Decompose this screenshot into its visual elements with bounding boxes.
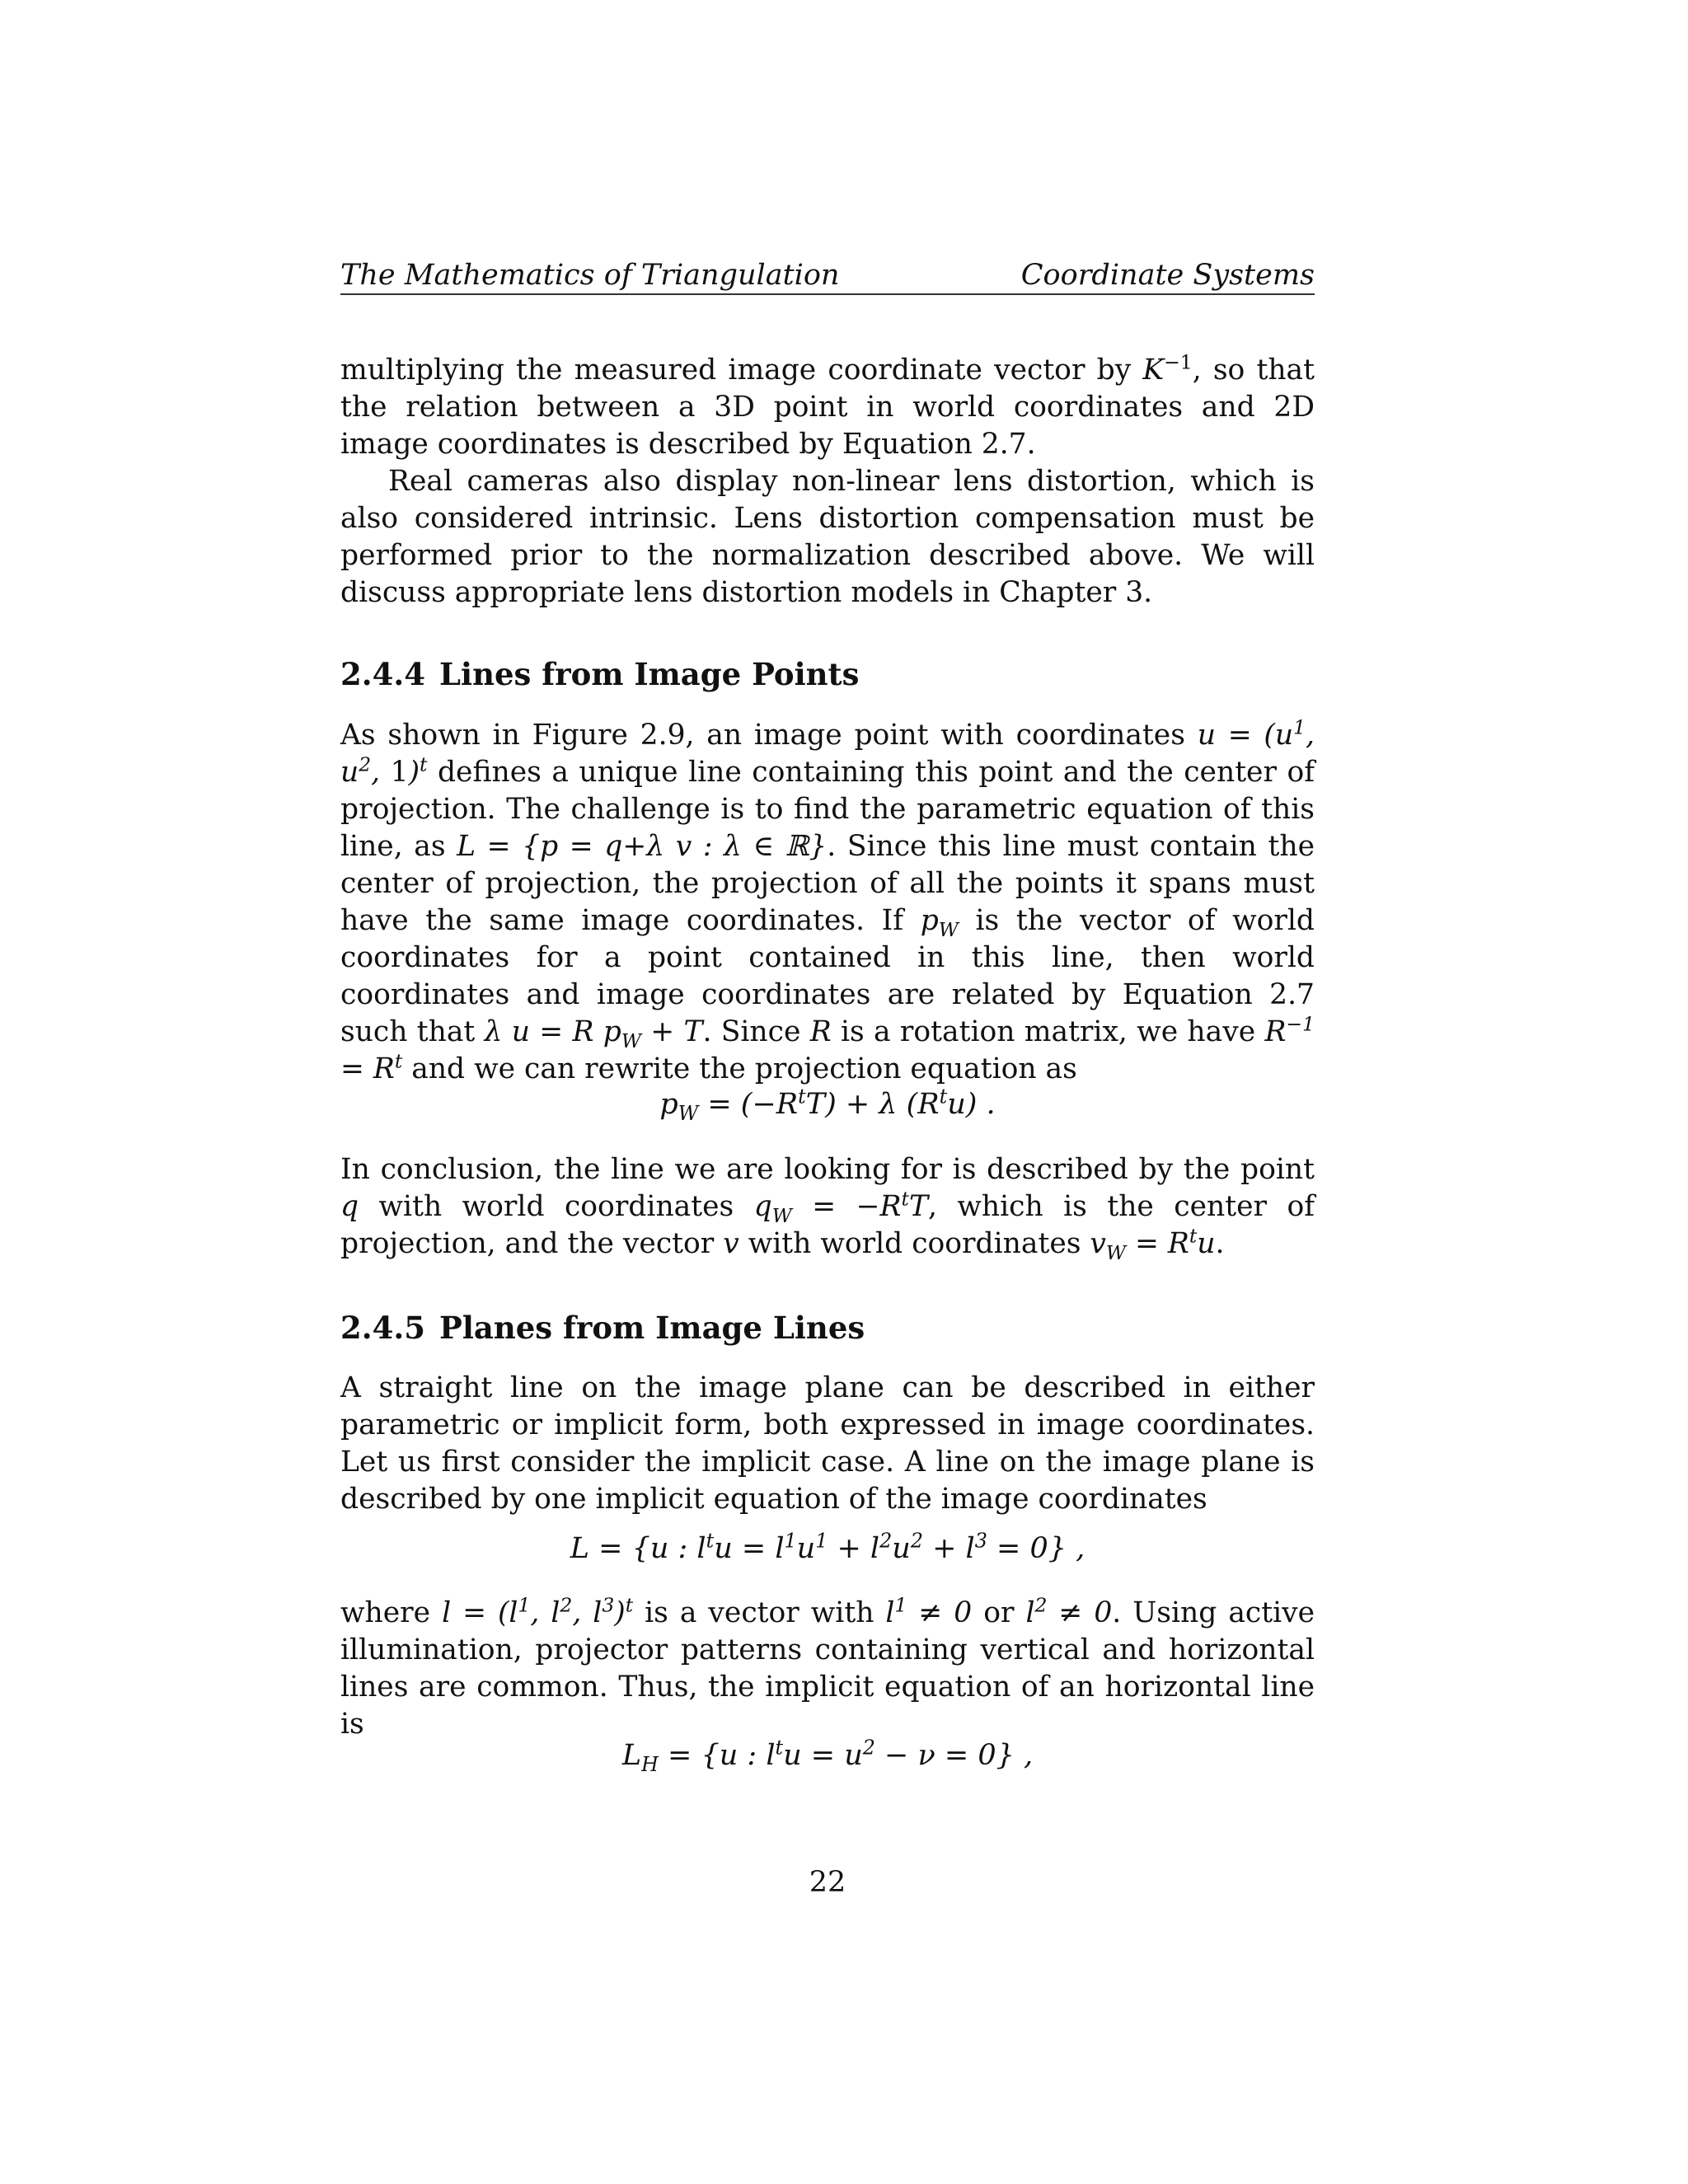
equation-horizontal-line: $L_H = \{u$ : $l^tu = u^2 - \nu = 0$} , [621,1736,1034,1776]
section-heading-2-4-5 [340,1309,865,1347]
paragraph-planes-intro: A straight line on the image plane can be described in either parametric or implicit form, both expressed in image coordinates. Let us first consider the implicit case. A line on the image plane is described by one implicit equation of the image coordinates [340,1371,1315,1516]
paragraph-lines-from-points: As shown in Figure 2.9, an image point with coordinates $u = (u^1$, $u^2$, 1)$^t$ defines a unique line containing this point and the center of projection. The challenge is to find the parametric equation of this line, as L = {p = q+λ v : λ ∈ ℝ}. Since this line must contain the center of projection, the projection of all the points it spans must have the same image coordinates. If $p_W$ is the vector of world coordinates for a point contained in this line, then world coordinates and image coordinates are related by Equation 2.7 such that λ u = R $p_W + T$. Since R is a rotation matrix, we have $R^{-1} = R^t$ and we can rewrite the projection equation as [340,715,1315,1085]
paragraph-line-vector: where $l = (l^1$, $l^2$, $l^3)^t$ is a vector with $l^1 \ne 0$ or $l^2 \ne 0$. Using active illumination, projector patterns containing vertical and horizontal lines are common. Thus, the implicit equation of an horizontal line is [340,1593,1315,1741]
section-number: 2.4.4 [340,656,425,692]
equation-line-parametric: $p_W = (-R^tT) + \lambda$ $(R^tu)$ . [659,1085,996,1125]
header-chapter-title: Coordinate Systems [1020,259,1315,292]
document-page [340,0,1315,2184]
equation-implicit-line: L = {u : $l^tu = l^1u^1 + l^2u^2 + l^3 = 0$} , [570,1529,1085,1565]
section-title: Planes from Image Lines [439,1310,865,1346]
intro-paragraphs [340,352,1315,612]
section-number: 2.4.5 [340,1310,425,1346]
page-number: 22 [809,1866,846,1899]
paragraph-conclusion: In conclusion, the line we are looking for is described by the point q with world coordinates $q_W = -R^tT$, which is the center of projection, and the vector v with world coordinates $v_W = R^tu$. [340,1153,1315,1264]
section-heading-2-4-4 [340,655,859,693]
running-header [340,257,1315,295]
header-book-title: The Mathematics of Triangulation [340,259,840,292]
paragraph-lens-distortion: Real cameras also display non-linear lens distortion, which is also considered intrinsic. Lens distortion compensation must be performed prior to the normalization described above. We will discuss appropriate lens distortion models in Chapter 3. [340,465,1315,609]
section-title: Lines from Image Points [439,656,860,692]
paragraph-normalization: multiplying the measured image coordinate vector by $K^{-1}$, so that the relation between a 3D point in world coordinates and 2D image coordinates is described by Equation 2.7. [340,350,1315,461]
